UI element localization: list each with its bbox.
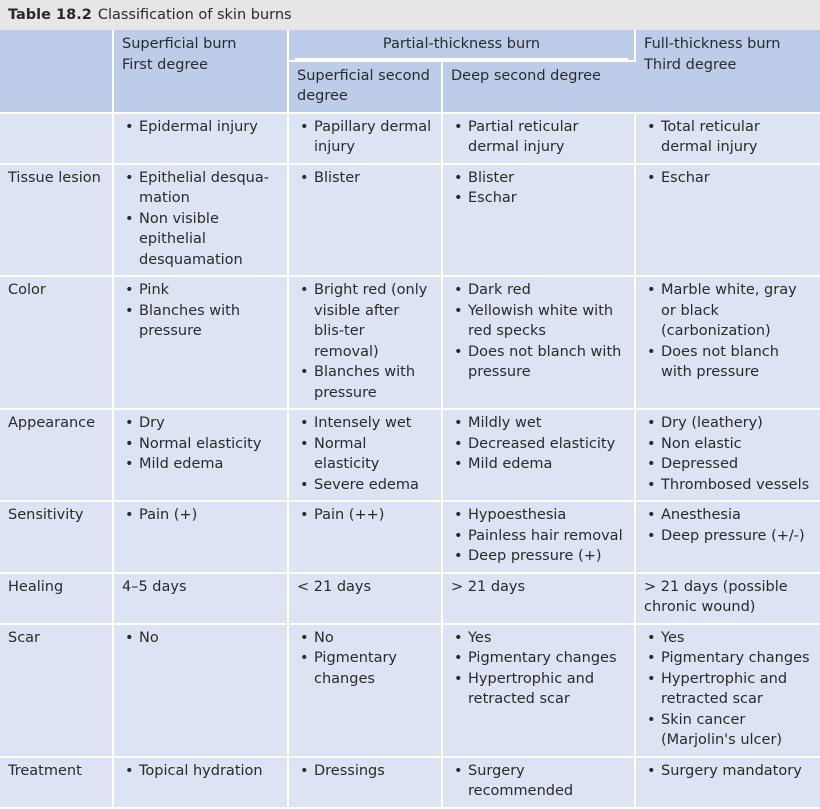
burn-classification-table <box>0 30 820 809</box>
table-row <box>0 409 820 501</box>
list-item: • Eschar <box>644 168 812 189</box>
list-item: • Non elastic <box>644 434 812 455</box>
table-row <box>0 757 820 808</box>
table-cell <box>113 624 288 757</box>
row-label: Color <box>0 276 113 409</box>
list-item: • Dressings <box>297 761 433 782</box>
table-row <box>0 276 820 409</box>
list-item: • Blister <box>451 168 626 189</box>
list-item: • Pain (++) <box>297 505 433 526</box>
table-cell <box>635 113 820 164</box>
row-label: Appearance <box>0 409 113 501</box>
table-cell <box>113 276 288 409</box>
list-item: • Total reticular dermal injury <box>644 117 812 158</box>
cell-text: 4–5 days <box>122 578 187 595</box>
table-cell <box>288 757 442 808</box>
header-partial-thickness-label: Partial-thickness burn <box>295 34 628 60</box>
table-caption <box>0 0 820 30</box>
list-item: • Surgery mandatory <box>644 761 812 782</box>
header-partial-thickness <box>288 30 635 61</box>
bullet-list <box>122 628 279 649</box>
table-cell <box>442 573 635 624</box>
table-cell <box>288 276 442 409</box>
table-cell <box>113 409 288 501</box>
bullet-list <box>122 280 279 342</box>
header-corner <box>0 30 113 113</box>
bullet-list <box>644 280 812 383</box>
list-item: • Thrombosed vessels <box>644 475 812 496</box>
list-item: • Topical hydration <box>122 761 279 782</box>
list-item: • Dark red <box>451 280 626 301</box>
table-cell <box>635 624 820 757</box>
list-item: • Yes <box>644 628 812 649</box>
list-item: • No <box>122 628 279 649</box>
header-superficial-degree: First degree <box>122 56 208 73</box>
row-label <box>0 113 113 164</box>
table-cell <box>288 501 442 573</box>
list-item: • Surgery recommended <box>451 761 626 802</box>
list-item: • Mild edema <box>451 454 626 475</box>
bullet-list <box>451 168 626 209</box>
table-cell <box>113 757 288 808</box>
table-cell <box>635 276 820 409</box>
list-item: • Skin cancer (Marjolin's ulcer) <box>644 710 812 751</box>
table-cell <box>288 409 442 501</box>
table-header <box>0 30 820 113</box>
list-item: • Normal elasticity <box>297 434 433 475</box>
list-item: • Mildly wet <box>451 413 626 434</box>
table-cell <box>635 501 820 573</box>
row-label: Tissue lesion <box>0 164 113 277</box>
table-cell <box>635 757 820 808</box>
table-cell <box>113 113 288 164</box>
bullet-list <box>297 761 433 782</box>
list-item: • Epithelial desqua-mation <box>122 168 279 209</box>
header-full-name: Full-thickness burn <box>644 36 781 52</box>
cell-text: > 21 days <box>451 578 526 595</box>
table-cell <box>113 573 288 624</box>
table-body <box>0 113 820 808</box>
list-item: • Anesthesia <box>644 505 812 526</box>
list-item: • Does not blanch with pressure <box>451 342 626 383</box>
bullet-list <box>451 761 626 802</box>
list-item: • Pigmentary changes <box>451 648 626 669</box>
table-row <box>0 624 820 757</box>
table-row <box>0 501 820 573</box>
table-cell <box>288 573 442 624</box>
list-item: • Blanches with pressure <box>297 362 433 403</box>
bullet-list <box>122 413 279 475</box>
bullet-list <box>297 413 433 495</box>
table-cell <box>442 501 635 573</box>
list-item: • Severe edema <box>297 475 433 496</box>
list-item: • Intensely wet <box>297 413 433 434</box>
table-cell <box>288 624 442 757</box>
list-item: • Hypoesthesia <box>451 505 626 526</box>
list-item: • Depressed <box>644 454 812 475</box>
list-item: • Pain (+) <box>122 505 279 526</box>
bullet-list <box>451 117 626 158</box>
bullet-list <box>644 761 812 782</box>
bullet-list <box>122 761 279 782</box>
list-item: • Pink <box>122 280 279 301</box>
list-item: • Partial reticular dermal injury <box>451 117 626 158</box>
table-title: Classification of skin burns <box>97 7 292 23</box>
table-cell <box>113 164 288 277</box>
bullet-list <box>297 505 433 526</box>
list-item: • Non visible epithelial desquamation <box>122 209 279 271</box>
row-label: Scar <box>0 624 113 757</box>
list-item: • Normal elasticity <box>122 434 279 455</box>
list-item: • Decreased elasticity <box>451 434 626 455</box>
cell-text: < 21 days <box>297 578 372 595</box>
table-cell <box>288 113 442 164</box>
table-cell <box>635 573 820 624</box>
bullet-list <box>297 168 433 189</box>
header-full-degree: Third degree <box>644 56 737 73</box>
bullet-list <box>451 413 626 475</box>
list-item: • Pigmentary changes <box>297 648 433 689</box>
bullet-list <box>122 168 279 271</box>
table-cell <box>442 276 635 409</box>
bullet-list <box>644 117 812 158</box>
table-cell <box>442 757 635 808</box>
table-row <box>0 113 820 164</box>
row-label: Treatment <box>0 757 113 808</box>
table-cell <box>113 501 288 573</box>
table-cell <box>288 164 442 277</box>
bullet-list <box>644 168 812 189</box>
bullet-list <box>451 280 626 383</box>
list-item: • Eschar <box>451 188 626 209</box>
list-item: • Blanches with pressure <box>122 301 279 342</box>
bullet-list <box>644 628 812 751</box>
table-cell <box>635 164 820 277</box>
header-deep-second: Deep second degree <box>442 61 635 113</box>
bullet-list <box>122 505 279 526</box>
table-cell <box>635 409 820 501</box>
cell-text: > 21 days (possible chronic wound) <box>644 578 788 615</box>
list-item: • No <box>297 628 433 649</box>
row-label: Healing <box>0 573 113 624</box>
row-label: Sensitivity <box>0 501 113 573</box>
table-cell <box>442 113 635 164</box>
bullet-list <box>297 628 433 690</box>
bullet-list <box>451 505 626 567</box>
table-row <box>0 573 820 624</box>
table-row <box>0 164 820 277</box>
table-cell <box>442 624 635 757</box>
table-cell <box>442 164 635 277</box>
list-item: • Mild edema <box>122 454 279 475</box>
list-item: • Marble white, gray or black (carbonization) <box>644 280 812 342</box>
list-item: • Bright red (only visible after blis-ter removal) <box>297 280 433 362</box>
header-full-thickness <box>635 30 820 113</box>
list-item: • Deep pressure (+/-) <box>644 526 812 547</box>
list-item: • Dry (leathery) <box>644 413 812 434</box>
table-cell <box>442 409 635 501</box>
table-number: Table 18.2 <box>8 7 92 23</box>
header-superficial-name: Superficial burn <box>122 36 237 52</box>
list-item: • Papillary dermal injury <box>297 117 433 158</box>
list-item: • Does not blanch with pressure <box>644 342 812 383</box>
list-item: • Yes <box>451 628 626 649</box>
list-item: • Painless hair removal <box>451 526 626 547</box>
list-item: • Epidermal injury <box>122 117 279 138</box>
list-item: • Dry <box>122 413 279 434</box>
header-superficial-burn <box>113 30 288 113</box>
header-superficial-second: Superficial second degree <box>288 61 442 113</box>
bullet-list <box>644 505 812 546</box>
bullet-list <box>122 117 279 138</box>
bullet-list <box>644 413 812 495</box>
list-item: • Blister <box>297 168 433 189</box>
list-item: • Yellowish white with red specks <box>451 301 626 342</box>
bullet-list <box>297 117 433 158</box>
bullet-list <box>297 280 433 403</box>
list-item: • Pigmentary changes <box>644 648 812 669</box>
list-item: • Hypertrophic and retracted scar <box>644 669 812 710</box>
list-item: • Deep pressure (+) <box>451 546 626 567</box>
bullet-list <box>451 628 626 710</box>
list-item: • Hypertrophic and retracted scar <box>451 669 626 710</box>
